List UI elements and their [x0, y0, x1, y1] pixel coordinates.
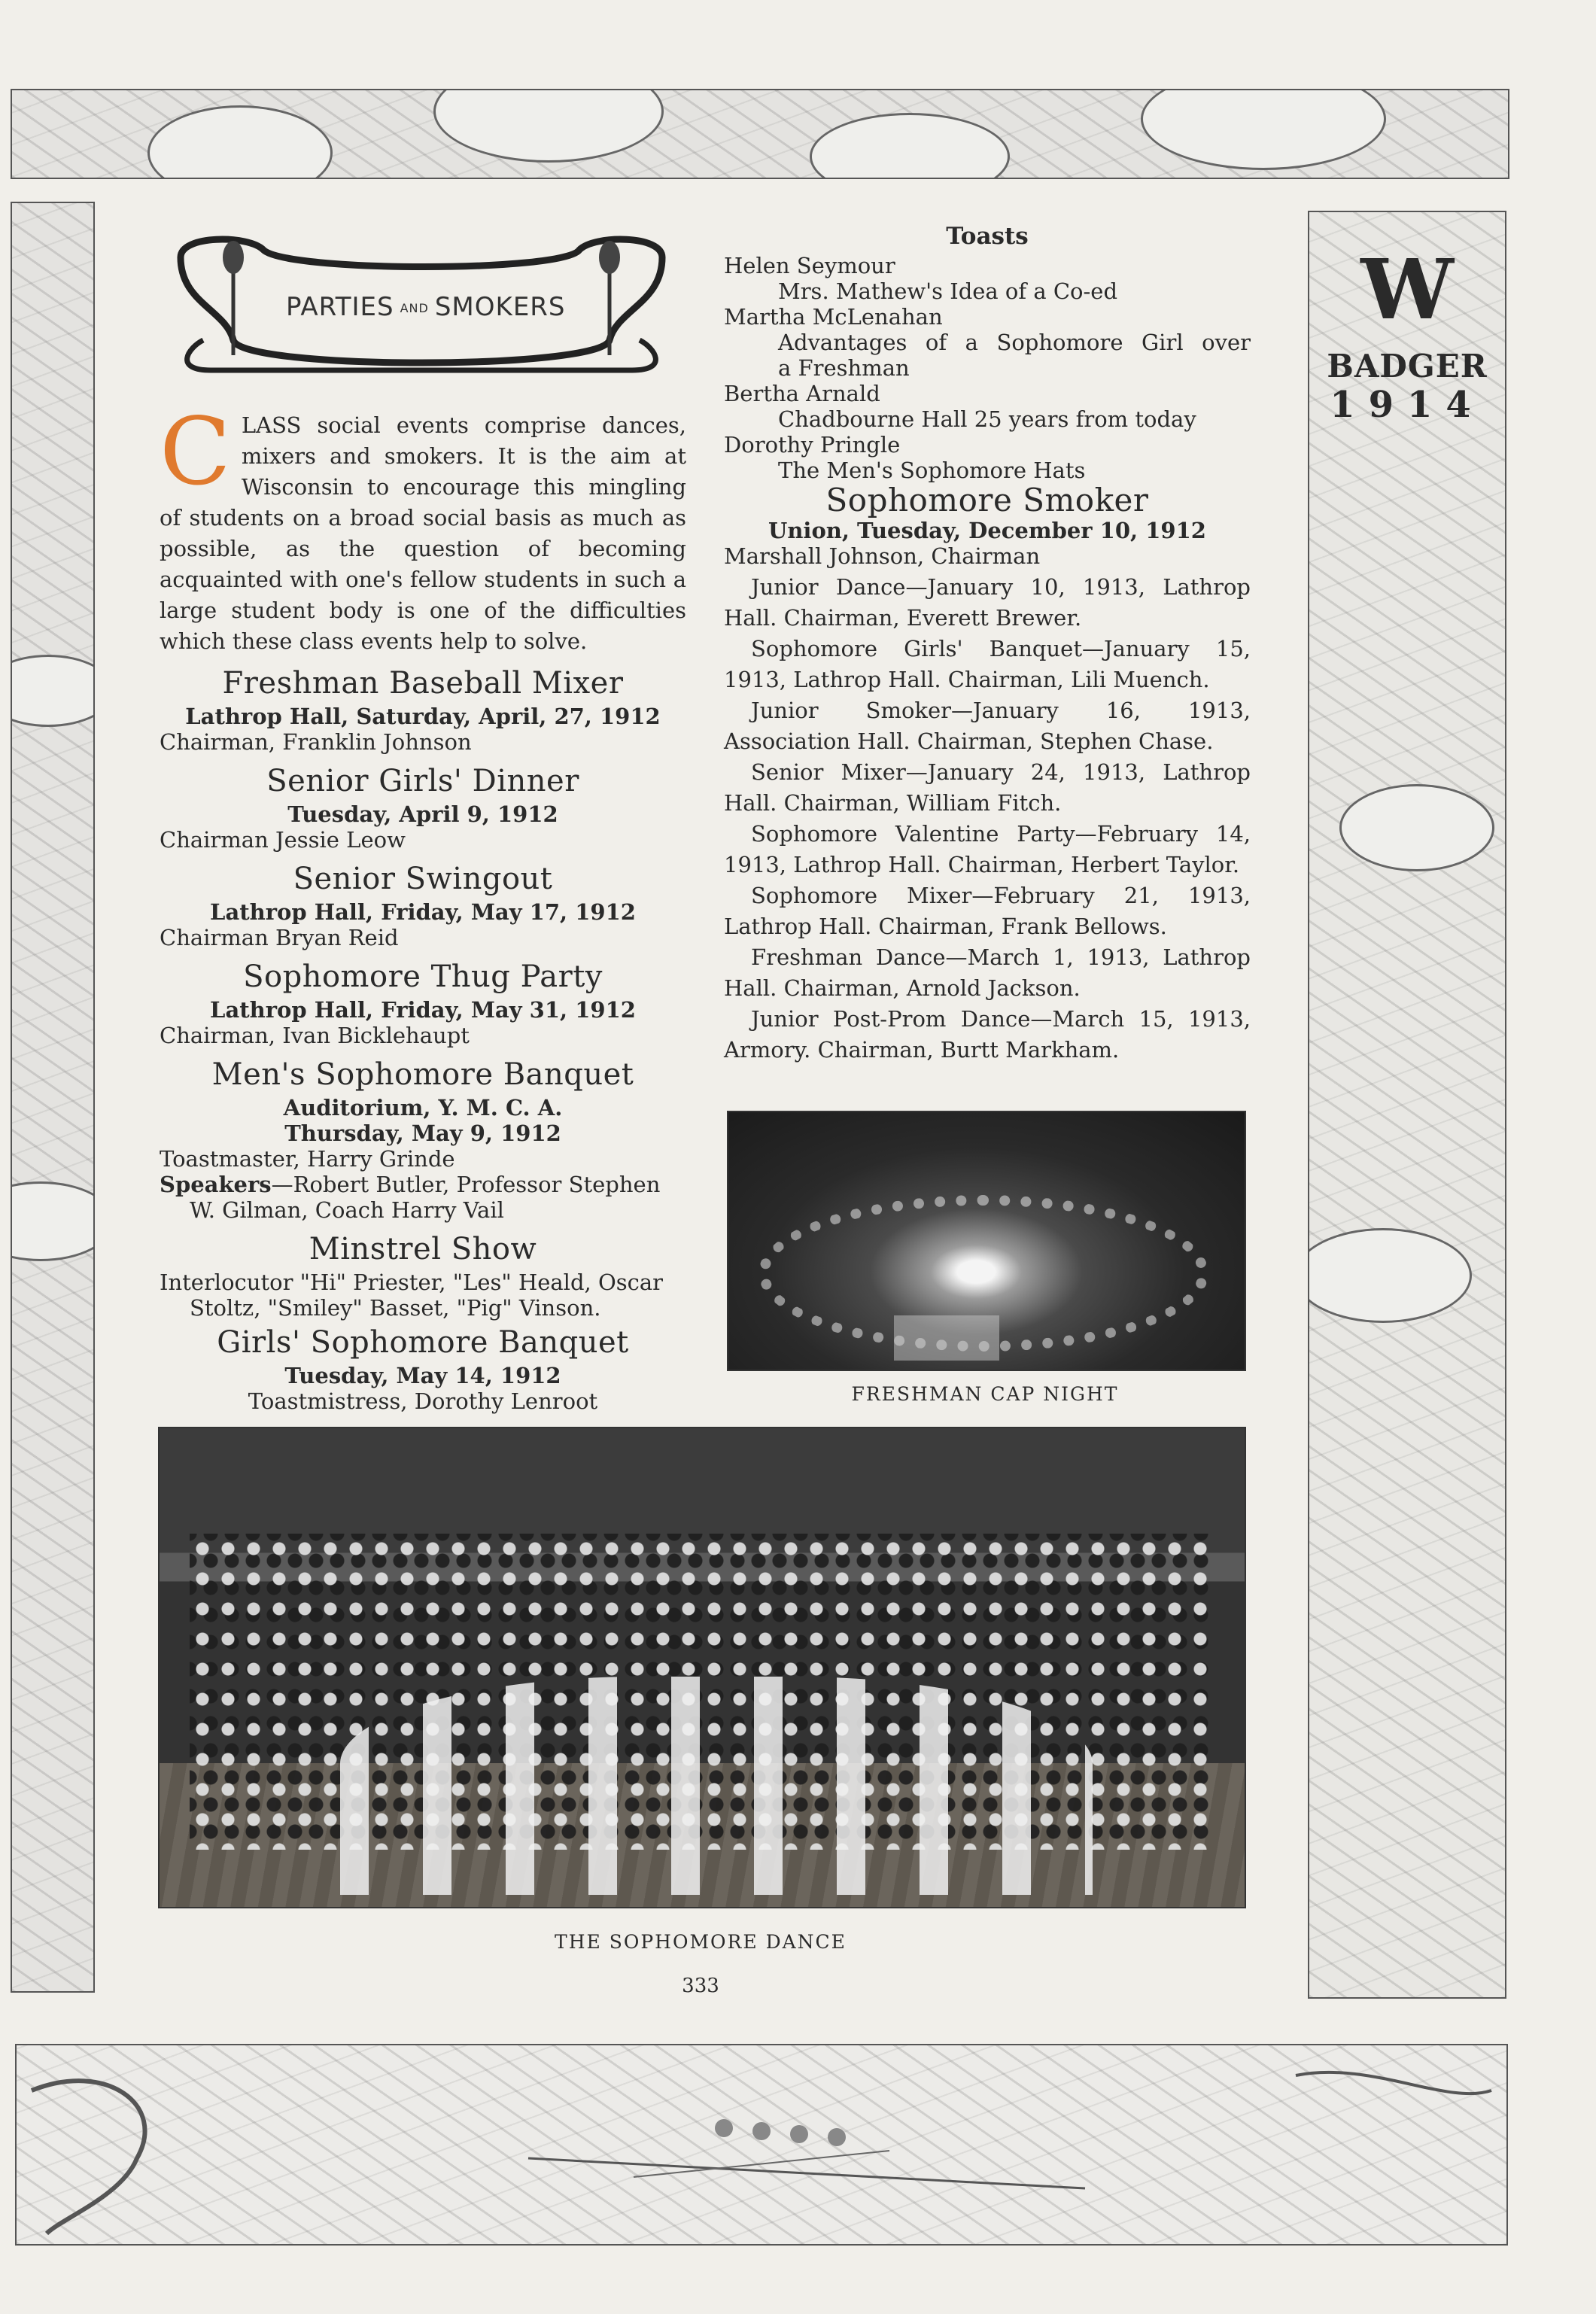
- list-item: Junior Dance—January 10, 1913, Lathrop Hall. Chairman, Everett Brewer.: [724, 574, 1251, 631]
- event-details: Tuesday, April 9, 1912: [287, 801, 558, 827]
- event-details: Lathrop Hall, Friday, May 17, 1912: [210, 899, 636, 925]
- event-title: Sophomore Thug Party: [243, 959, 603, 994]
- cloud-ornament: [11, 655, 95, 727]
- toast-item: [724, 253, 1251, 304]
- mens-banquet-block: [160, 1057, 686, 1223]
- toast-topic: Mrs. Mathew's Idea of a Co-ed: [778, 278, 1118, 304]
- right-text-column: [724, 223, 1251, 1066]
- dancers: [340, 1677, 1093, 1895]
- list-item: Senior Mixer—January 24, 1913, Lathrop Hall. Chairman, William Fitch.: [724, 759, 1251, 816]
- dance-caption: THE SOPHOMORE DANCE: [555, 1931, 847, 1953]
- cloud-ornament: [147, 105, 333, 179]
- toast-topic: Chadbourne Hall 25 years from today: [778, 406, 1196, 432]
- list-item: Freshman Dance—March 1, 1913, Lathrop Hall. Chairman, Arnold Jackson.: [724, 944, 1251, 1001]
- event-details: Union, Tuesday, December 10, 1912: [768, 518, 1206, 543]
- toast-speaker: Dorothy Pringle: [724, 432, 901, 458]
- event-chairman: Chairman Bryan Reid: [160, 925, 399, 950]
- left-decorative-border: [11, 202, 95, 1993]
- toast-speaker: Helen Seymour: [724, 253, 895, 278]
- event-title: Men's Sophomore Banquet: [211, 1057, 634, 1092]
- toast-item: [724, 432, 1251, 483]
- toast-speaker: Bertha Arnald: [724, 381, 880, 406]
- toast-topic: The Men's Sophomore Hats: [778, 458, 1086, 483]
- emblem-word-parties: PARTIES: [286, 292, 394, 322]
- event-details: Auditorium, Y. M. C. A.: [283, 1095, 563, 1121]
- cloud-ornament: [810, 113, 1010, 179]
- cloud-ornament: [1308, 1228, 1472, 1323]
- event-chairman: Chairman, Ivan Bicklehaupt: [160, 1023, 470, 1048]
- event-chairman: Chairman Jessie Leow: [160, 827, 406, 853]
- top-decorative-border: [11, 89, 1509, 179]
- toast-speaker: Martha McLenahan: [724, 304, 943, 330]
- toast-topic: Advantages of a Sophomore Girl over: [778, 330, 1251, 355]
- toastmistress-line: Toastmistress, Dorothy Lenroot: [248, 1388, 598, 1414]
- list-item: Sophomore Valentine Party—February 14, 1913, Lathrop Hall. Chairman, Herbert Taylor.: [724, 821, 1251, 877]
- event-title: Senior Swingout: [293, 862, 553, 896]
- toast-topic-continued: a Freshman: [778, 355, 910, 381]
- toast-item: [724, 381, 1251, 432]
- minstrel-cast: Interlocutor "Hi" Priester, "Les" Heald, Oscar: [160, 1270, 664, 1295]
- minstrel-block: [160, 1232, 686, 1321]
- cloud-ornament: [433, 89, 664, 163]
- cloud-ornament: [11, 1181, 95, 1261]
- left-text-column: [160, 398, 686, 1414]
- drop-cap: C: [160, 398, 231, 506]
- intro-text: LASS social events comprise dances, mixers and smokers. It is the aim at Wisconsin to encourage this mingling of students on a broad social basis as much as possible, as the question of becoming acquainted with one's fellow students in such a large student body is one of the difficulties which these class events help to solve.: [160, 412, 686, 654]
- toast-item: [724, 304, 1251, 381]
- speakers-label: Speakers: [160, 1172, 272, 1197]
- event-block: [160, 862, 686, 950]
- freshman-cap-night-photo: [727, 1111, 1246, 1371]
- event-block: [160, 764, 686, 853]
- toasts-heading: Toasts: [946, 223, 1029, 250]
- event-title: Senior Girls' Dinner: [266, 764, 579, 798]
- emblem-word-smokers: SMOKERS: [434, 292, 566, 322]
- cloud-ornament: [1339, 784, 1494, 871]
- event-details: Thursday, May 9, 1912: [284, 1121, 561, 1146]
- cloud-ornament: [1141, 89, 1386, 170]
- bottom-rowing-illustration: [15, 2044, 1508, 2246]
- event-title: Minstrel Show: [309, 1232, 537, 1266]
- event-chairman: Marshall Johnson, Chairman: [724, 543, 1041, 569]
- event-title: Freshman Baseball Mixer: [222, 666, 624, 701]
- event-chairman: Chairman, Franklin Johnson: [160, 729, 472, 755]
- right-sidebar-panel: [1308, 211, 1506, 1999]
- list-item: Sophomore Girls' Banquet—January 15, 1913, Lathrop Hall. Chairman, Lili Muench.: [724, 636, 1251, 692]
- event-title: Sophomore Smoker: [825, 482, 1149, 518]
- speakers-line: [160, 1172, 686, 1197]
- banner-sign: [894, 1315, 999, 1361]
- cap-night-caption: FRESHMAN CAP NIGHT: [851, 1383, 1119, 1405]
- speakers-line-continued: W. Gilman, Coach Harry Vail: [190, 1197, 504, 1223]
- intro-paragraph: [160, 398, 686, 657]
- sophomore-smoker-block: [724, 483, 1251, 569]
- sidebar-book-title: BADGER: [1327, 348, 1488, 385]
- event-block: [160, 666, 686, 755]
- list-item: Junior Smoker—January 16, 1913, Association Hall. Chairman, Stephen Chase.: [724, 698, 1251, 754]
- emblem-title: [286, 292, 566, 322]
- event-details: Tuesday, May 14, 1912: [284, 1363, 561, 1388]
- toastmaster-line: Toastmaster, Harry Grinde: [160, 1146, 455, 1172]
- sidebar-w-logo: W: [1360, 241, 1454, 338]
- event-block: [160, 959, 686, 1048]
- list-item: Junior Post-Prom Dance—March 15, 1913, Armory. Chairman, Burtt Markham.: [724, 1006, 1251, 1063]
- girls-banquet-block: [160, 1325, 686, 1414]
- speakers-names: —Robert Butler, Professor Stephen: [271, 1172, 661, 1197]
- page-number: 333: [682, 1975, 719, 1997]
- minstrel-cast-continued: Stoltz, "Smiley" Basset, "Pig" Vinson.: [190, 1295, 601, 1321]
- event-title: Girls' Sophomore Banquet: [217, 1325, 629, 1360]
- sophomore-dance-photo: [158, 1427, 1246, 1908]
- event-details: Lathrop Hall, Friday, May 31, 1912: [210, 997, 636, 1023]
- list-item: Sophomore Mixer—February 21, 1913, Lathrop Hall. Chairman, Frank Bellows.: [724, 883, 1251, 939]
- event-details: Lathrop Hall, Saturday, April, 27, 1912: [185, 704, 661, 729]
- rowing-boat-icon: [17, 2045, 1506, 2244]
- emblem-word-and: AND: [400, 301, 429, 315]
- sidebar-year: 1914: [1330, 384, 1485, 426]
- event-list: [724, 572, 1251, 1066]
- parties-and-smokers-emblem: [158, 227, 685, 378]
